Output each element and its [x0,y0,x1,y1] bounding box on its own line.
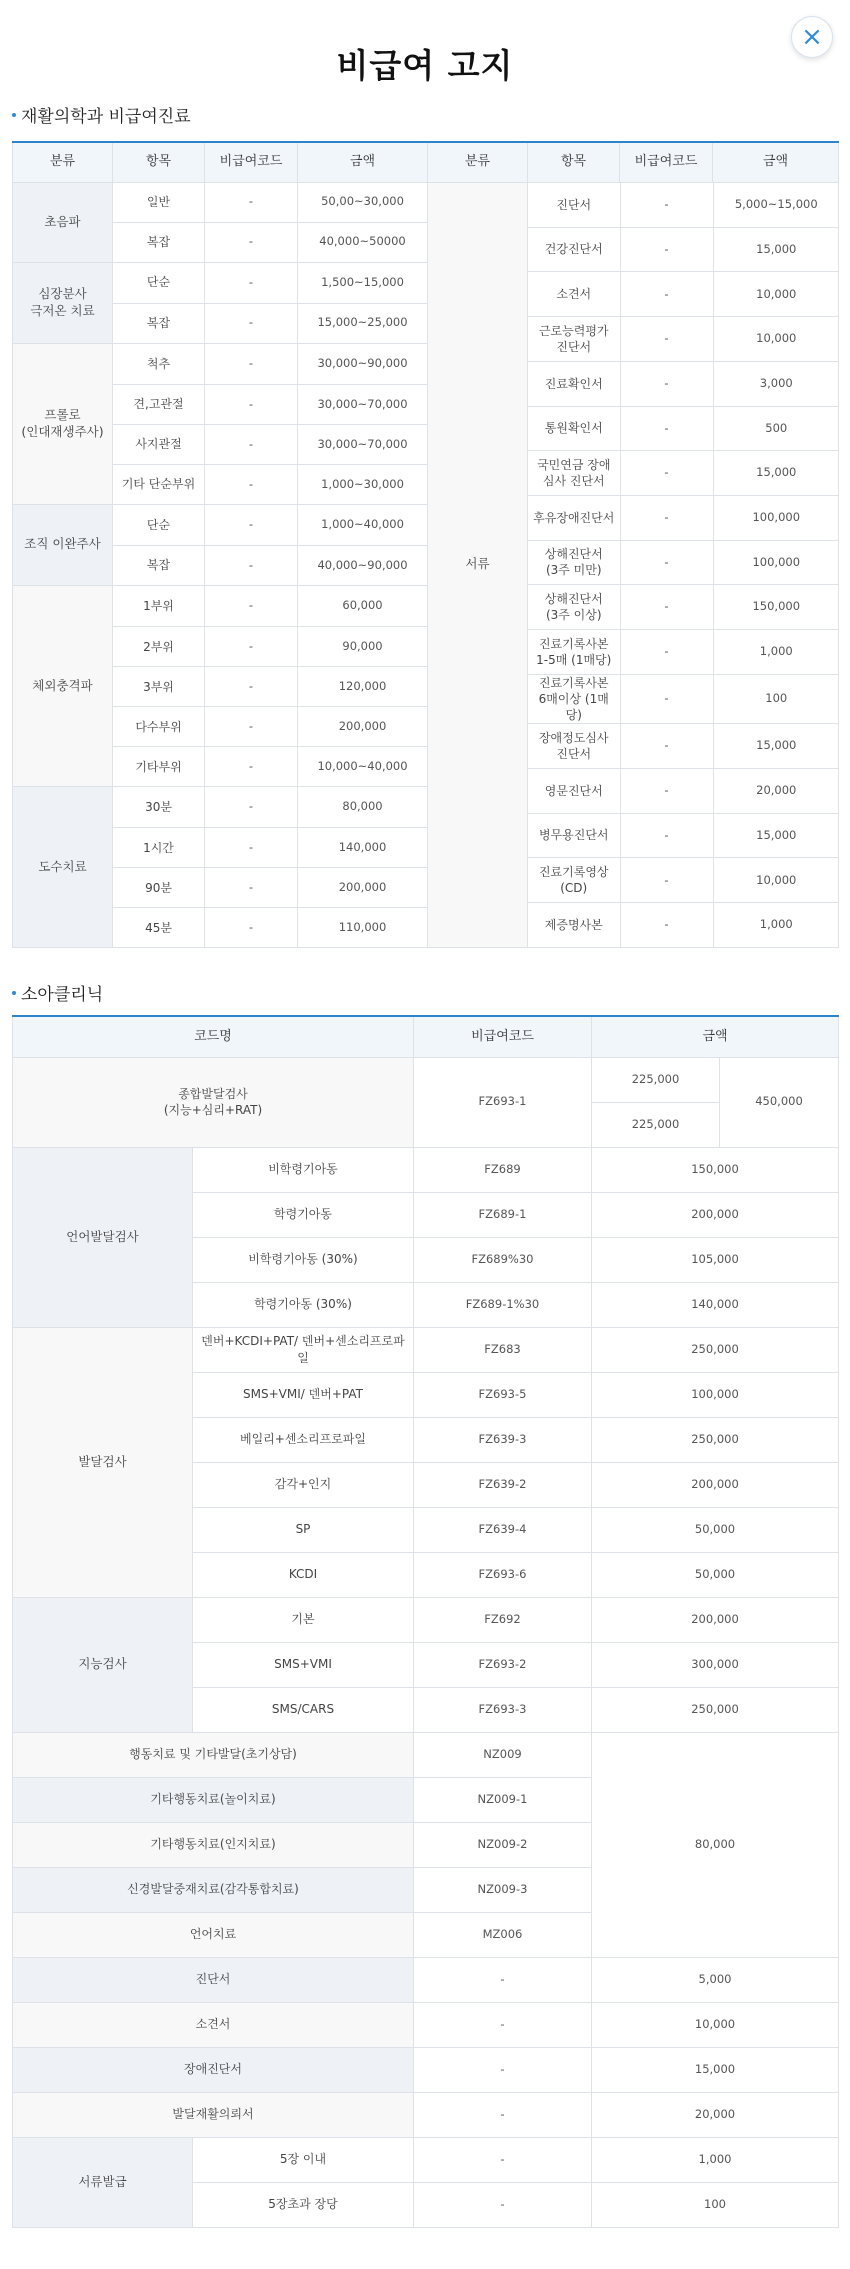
table-row [528,406,839,451]
price-cell: 3,000 [713,361,839,406]
table-row [13,2137,839,2182]
code-cell: - [620,769,713,814]
code-cell: FZ693-1 [414,1057,592,1147]
code-name-cell: 5장 이내 [193,2137,414,2182]
code-cell: FZ693-2 [414,1642,592,1687]
table-row [528,540,839,585]
code-cell: FZ683 [414,1327,592,1372]
code-cell: - [205,303,298,343]
pediatric-fee-table [12,1015,839,2228]
price-cell: 250,000 [592,1687,839,1732]
item-cell: 사지관절 [113,424,205,464]
price-cell: 120,000 [298,667,428,707]
table-row [13,2002,839,2047]
code-cell: NZ009-2 [414,1822,592,1867]
table-row [528,361,839,406]
item-cell: 45분 [113,908,205,948]
header-item: 항목 [528,142,620,182]
price-cell: 5,000 [592,1957,839,2002]
price-cell: 15,000 [713,227,839,272]
code-name-cell: 발달재활의뢰서 [13,2092,414,2137]
item-cell: 상해진단서 (3주 미만) [528,540,620,585]
price-cell: 15,000 [592,2047,839,2092]
code-name-cell: KCDI [193,1552,414,1597]
code-cell: - [414,2002,592,2047]
header-category: 분류 [428,142,528,182]
price-cell: 250,000 [592,1327,839,1372]
price-cell: 60,000 [298,585,428,626]
table-row [13,1327,839,1372]
item-cell: 제증명사본 [528,903,620,948]
code-cell: FZ639-2 [414,1462,592,1507]
rehab-fee-table [12,141,839,948]
code-cell: MZ006 [414,1912,592,1957]
price-cell: 50,000 [592,1507,839,1552]
price-cell: 30,000~70,000 [298,424,428,464]
price-cell: 50,000 [592,1552,839,1597]
code-cell: - [205,262,298,303]
code-name-cell: SP [193,1507,414,1552]
table-row [528,674,839,724]
table-row [528,272,839,317]
code-cell: - [620,540,713,585]
table-row [13,1732,839,1777]
price-cell: 1,500~15,000 [298,262,428,303]
total-price-cell: 450,000 [720,1057,839,1147]
price-cell: 100,000 [592,1372,839,1417]
header-category: 분류 [13,142,113,182]
header-code: 비급여코드 [205,142,298,182]
header-code-name: 코드명 [13,1016,414,1057]
price-cell: 100,000 [713,540,839,585]
item-cell: 건강진단서 [528,227,620,272]
code-cell: - [620,183,713,228]
price-cell: 80,000 [592,1732,839,1957]
price-cell: 20,000 [592,2092,839,2137]
code-cell: - [620,495,713,540]
bullet-dot-icon [12,991,16,995]
price-cell: 1,000~40,000 [298,504,428,545]
code-cell: - [205,908,298,948]
code-cell: - [205,707,298,747]
item-cell: 국민연금 장애 심사 진단서 [528,451,620,496]
category-cell: 도수치료 [13,787,113,948]
code-name-cell: 감각+인지 [193,1462,414,1507]
item-cell: 진료기록영상 (CD) [528,858,620,903]
code-cell: - [205,545,298,585]
price-cell: 150,000 [592,1147,839,1192]
code-name-cell: 장애진단서 [13,2047,414,2092]
table-row [528,317,839,362]
category-cell: 서류발급 [13,2137,193,2227]
code-cell: - [620,227,713,272]
code-name-cell: SMS+VMI [193,1642,414,1687]
table-row [528,585,839,630]
item-cell: 1시간 [113,828,205,868]
item-cell: 장애정도심사 진단서 [528,724,620,769]
category-cell: 지능검사 [13,1597,193,1732]
price-cell: 10,000~40,000 [298,747,428,787]
code-cell: - [620,630,713,675]
price-cell: 200,000 [592,1192,839,1237]
code-name-cell: 신경발달중재치료(감각통합치료) [13,1867,414,1912]
table-row [13,1597,839,1642]
bullet-dot-icon [12,113,16,117]
page-title: 비급여 고지 [336,46,514,85]
code-cell: FZ689-1 [414,1192,592,1237]
header-code: 비급여코드 [414,1016,592,1057]
code-name-cell: 종합발달검사 (지능+심리+RAT) [13,1057,414,1147]
item-cell: 진료기록사본 1-5매 (1매당) [528,630,620,675]
code-cell: - [620,903,713,948]
price-cell: 140,000 [592,1282,839,1327]
table-row [13,2092,839,2137]
category-cell: 언어발달검사 [13,1147,193,1327]
code-cell: - [205,868,298,908]
price-cell: 1,000~30,000 [298,464,428,504]
item-cell: 진료기록사본 6매이상 (1매당) [528,674,620,724]
code-name-cell: 비학령기아동 (30%) [193,1237,414,1282]
table-header-row [13,1016,839,1057]
code-cell: FZ639-3 [414,1417,592,1462]
price-cell: 1,000 [713,630,839,675]
code-name-cell: 기본 [193,1597,414,1642]
price-cell: 15,000 [713,724,839,769]
code-cell: - [205,504,298,545]
code-cell: NZ009 [414,1732,592,1777]
code-cell: - [205,384,298,424]
code-cell: - [205,828,298,868]
code-cell: - [414,2092,592,2137]
item-cell: 단순 [113,504,205,545]
category-cell: 조직 이완주사 [13,504,113,585]
price-cell: 15,000 [713,451,839,496]
price-cell: 140,000 [298,828,428,868]
item-cell: 진료확인서 [528,361,620,406]
item-cell: 상해진단서 (3주 이상) [528,585,620,630]
table-row [528,227,839,272]
code-cell: - [414,1957,592,2002]
header-price: 금액 [713,142,839,182]
header-code: 비급여코드 [620,142,713,182]
code-cell: NZ009-1 [414,1777,592,1822]
code-cell: - [620,858,713,903]
code-cell: - [205,182,298,222]
price-cell: 10,000 [713,272,839,317]
code-cell: - [205,585,298,626]
item-cell: 단순 [113,262,205,303]
table-row [528,451,839,496]
code-cell: - [620,272,713,317]
item-cell: 기타 단순부위 [113,464,205,504]
section-title-rehab [12,102,191,127]
price-cell: 40,000~90,000 [298,545,428,585]
category-cell: 서류 [428,182,528,948]
code-cell: - [205,222,298,262]
code-cell: - [205,424,298,464]
price-cell: 225,000 [592,1102,720,1147]
table-row [13,1957,839,2002]
code-name-cell: 기타행동치료(놀이치료) [13,1777,414,1822]
category-cell: 심장분사 극저온 치료 [13,262,113,343]
code-cell: - [205,787,298,828]
table-row [528,724,839,769]
code-name-cell: 5장초과 장당 [193,2182,414,2227]
item-cell: 척추 [113,343,205,384]
table-row [13,1147,839,1192]
code-name-cell: 비학령기아동 [193,1147,414,1192]
item-cell: 영문진단서 [528,769,620,814]
code-cell: - [205,667,298,707]
code-cell: - [620,674,713,724]
code-name-cell: SMS+VMI/ 덴버+PAT [193,1372,414,1417]
item-cell: 소견서 [528,272,620,317]
table-row [13,182,839,222]
price-cell: 30,000~70,000 [298,384,428,424]
code-name-cell: 학령기아동 [193,1192,414,1237]
close-icon: × [801,22,823,52]
code-name-cell: 기타행동치료(인지치료) [13,1822,414,1867]
price-cell: 250,000 [592,1417,839,1462]
code-cell: - [205,464,298,504]
code-cell: FZ692 [414,1597,592,1642]
code-cell: - [414,2182,592,2227]
code-name-cell: 진단서 [13,1957,414,2002]
code-cell: - [414,2047,592,2092]
documents-table [528,183,839,948]
documents-list-cell [528,182,839,948]
price-cell: 90,000 [298,627,428,667]
code-cell: - [620,361,713,406]
item-cell: 복잡 [113,303,205,343]
price-cell: 10,000 [713,858,839,903]
table-row [528,769,839,814]
table-row [528,903,839,948]
price-cell: 105,000 [592,1237,839,1282]
table-row [13,1057,839,1102]
price-cell: 40,000~50000 [298,222,428,262]
item-cell: 근로능력평가 진단서 [528,317,620,362]
price-cell: 200,000 [592,1462,839,1507]
price-cell: 1,000 [592,2137,839,2182]
code-name-cell: 학령기아동 (30%) [193,1282,414,1327]
price-cell: 80,000 [298,787,428,828]
price-cell: 100 [713,674,839,724]
category-cell: 초음파 [13,182,113,262]
code-cell: - [414,2137,592,2182]
item-cell: 통원확인서 [528,406,620,451]
code-cell: - [620,406,713,451]
item-cell: 병무용진단서 [528,813,620,858]
item-cell: 견,고관절 [113,384,205,424]
item-cell: 후유장애진단서 [528,495,620,540]
header-price: 금액 [592,1016,839,1057]
code-cell: - [620,317,713,362]
code-cell: - [620,451,713,496]
section-title-text: 재활의학과 비급여진료 [21,107,191,127]
item-cell: 일반 [113,182,205,222]
price-cell: 15,000 [713,813,839,858]
code-name-cell: 베일리+센소리프로파일 [193,1417,414,1462]
price-cell: 10,000 [713,317,839,362]
price-cell: 20,000 [713,769,839,814]
category-cell: 프롤로 (인대재생주사) [13,343,113,504]
item-cell: 90분 [113,868,205,908]
item-cell: 30분 [113,787,205,828]
code-name-cell: 행동치료 및 기타발달(초기상담) [13,1732,414,1777]
code-cell: FZ693-5 [414,1372,592,1417]
code-name-cell: 소견서 [13,2002,414,2047]
item-cell: 3부위 [113,667,205,707]
price-cell: 225,000 [592,1057,720,1102]
price-cell: 300,000 [592,1642,839,1687]
code-cell: - [205,343,298,384]
code-cell: FZ693-3 [414,1687,592,1732]
price-cell: 200,000 [298,707,428,747]
category-cell: 체외충격파 [13,585,113,786]
header-price: 금액 [298,142,428,182]
code-cell: FZ693-6 [414,1552,592,1597]
code-cell: - [620,585,713,630]
price-cell: 150,000 [713,585,839,630]
code-cell: FZ639-4 [414,1507,592,1552]
price-cell: 200,000 [298,868,428,908]
section-title-text: 소아클리닉 [21,985,104,1005]
item-cell: 복잡 [113,545,205,585]
header-item: 항목 [113,142,205,182]
code-cell: FZ689%30 [414,1237,592,1282]
code-cell: FZ689 [414,1147,592,1192]
item-cell: 진단서 [528,183,620,228]
code-cell: - [205,627,298,667]
table-row [528,630,839,675]
section-title-pediatric [12,980,103,1005]
item-cell: 기타부위 [113,747,205,787]
price-cell: 15,000~25,000 [298,303,428,343]
price-cell: 30,000~90,000 [298,343,428,384]
category-cell: 발달검사 [13,1327,193,1597]
code-name-cell: 언어치료 [13,1912,414,1957]
code-name-cell: SMS/CARS [193,1687,414,1732]
price-cell: 10,000 [592,2002,839,2047]
table-row [528,183,839,228]
price-cell: 110,000 [298,908,428,948]
table-row [528,858,839,903]
item-cell: 다수부위 [113,707,205,747]
item-cell: 복잡 [113,222,205,262]
code-name-cell: 덴버+KCDI+PAT/ 덴버+센소리프로파일 [193,1327,414,1372]
price-cell: 100 [592,2182,839,2227]
price-cell: 500 [713,406,839,451]
item-cell: 2부위 [113,627,205,667]
price-cell: 200,000 [592,1597,839,1642]
table-header-row [13,142,839,182]
table-row [13,2047,839,2092]
code-cell: FZ689-1%30 [414,1282,592,1327]
price-cell: 1,000 [713,903,839,948]
price-cell: 50,00~30,000 [298,182,428,222]
code-cell: - [620,724,713,769]
code-cell: NZ009-3 [414,1867,592,1912]
price-cell: 100,000 [713,495,839,540]
table-row [528,495,839,540]
code-cell: - [205,747,298,787]
table-row [528,813,839,858]
code-cell: - [620,813,713,858]
item-cell: 1부위 [113,585,205,626]
price-cell: 5,000~15,000 [713,183,839,228]
